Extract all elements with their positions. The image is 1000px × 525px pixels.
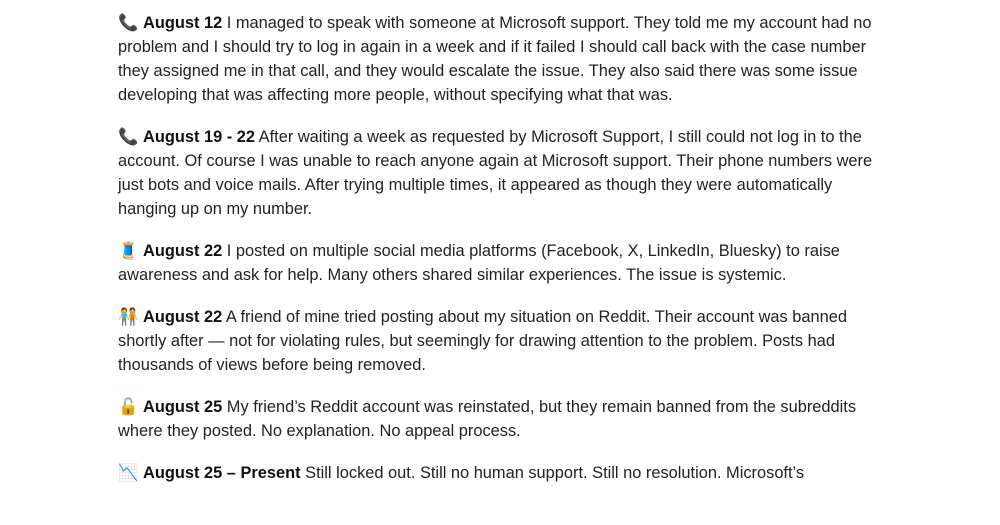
unlocked-padlock-icon: 🔓 [118, 398, 139, 416]
timeline-entry [118, 395, 878, 443]
chart-decreasing-icon: 📉 [118, 464, 139, 482]
phone-icon: 📞 [118, 14, 139, 32]
entry-text: I managed to speak with someone at Microsoft support. They told me my account had no problem and I should try to log in again in a week and if it failed I should call back with the case number they assigned me in that call, and they would escalate the issue. They also said there was some issue developing that was affecting more people, without specifying what that was. [118, 14, 872, 104]
entry-date: August 25 [143, 398, 223, 416]
entry-text: A friend of mine tried posting about my situation on Reddit. Their account was banned shortly after — not for violating rules, but seemingly for drawing attention to the problem. Posts had thousands of views before being removed. [118, 308, 847, 374]
entry-date: August 25 – Present [143, 464, 301, 482]
timeline-entry [118, 125, 878, 221]
timeline-entry [118, 239, 878, 287]
entry-date: August 19 - 22 [143, 128, 256, 146]
timeline-entry [118, 11, 878, 107]
entry-text: Still locked out. Still no human support. Still no resolution. Microsoft’s [300, 464, 805, 482]
timeline [118, 11, 878, 503]
entry-date: August 22 [143, 242, 223, 260]
thread-icon: 🧵 [118, 242, 139, 260]
timeline-entry [118, 305, 878, 377]
timeline-entry [118, 461, 878, 485]
entry-date: August 12 [143, 14, 223, 32]
entry-text: My friend’s Reddit account was reinstated, but they remain banned from the subreddits where they posted. No explanation. No appeal process. [118, 398, 857, 440]
entry-text: I posted on multiple social media platforms (Facebook, X, LinkedIn, Bluesky) to raise awareness and ask for help. Many others shared similar experiences. The issue is systemic. [118, 242, 840, 284]
people-holding-hands-icon: 🧑‍🤝‍🧑 [118, 308, 139, 326]
entry-text: After waiting a week as requested by Microsoft Support, I still could not log in to the account. Of course I was unable to reach anyone again at Microsoft support. Their phone numbers were just bots and voice mails. After trying multiple times, it appeared as though they were automatically hanging up on my number. [118, 128, 873, 218]
phone-icon: 📞 [118, 128, 139, 146]
entry-date: August 22 [143, 308, 223, 326]
